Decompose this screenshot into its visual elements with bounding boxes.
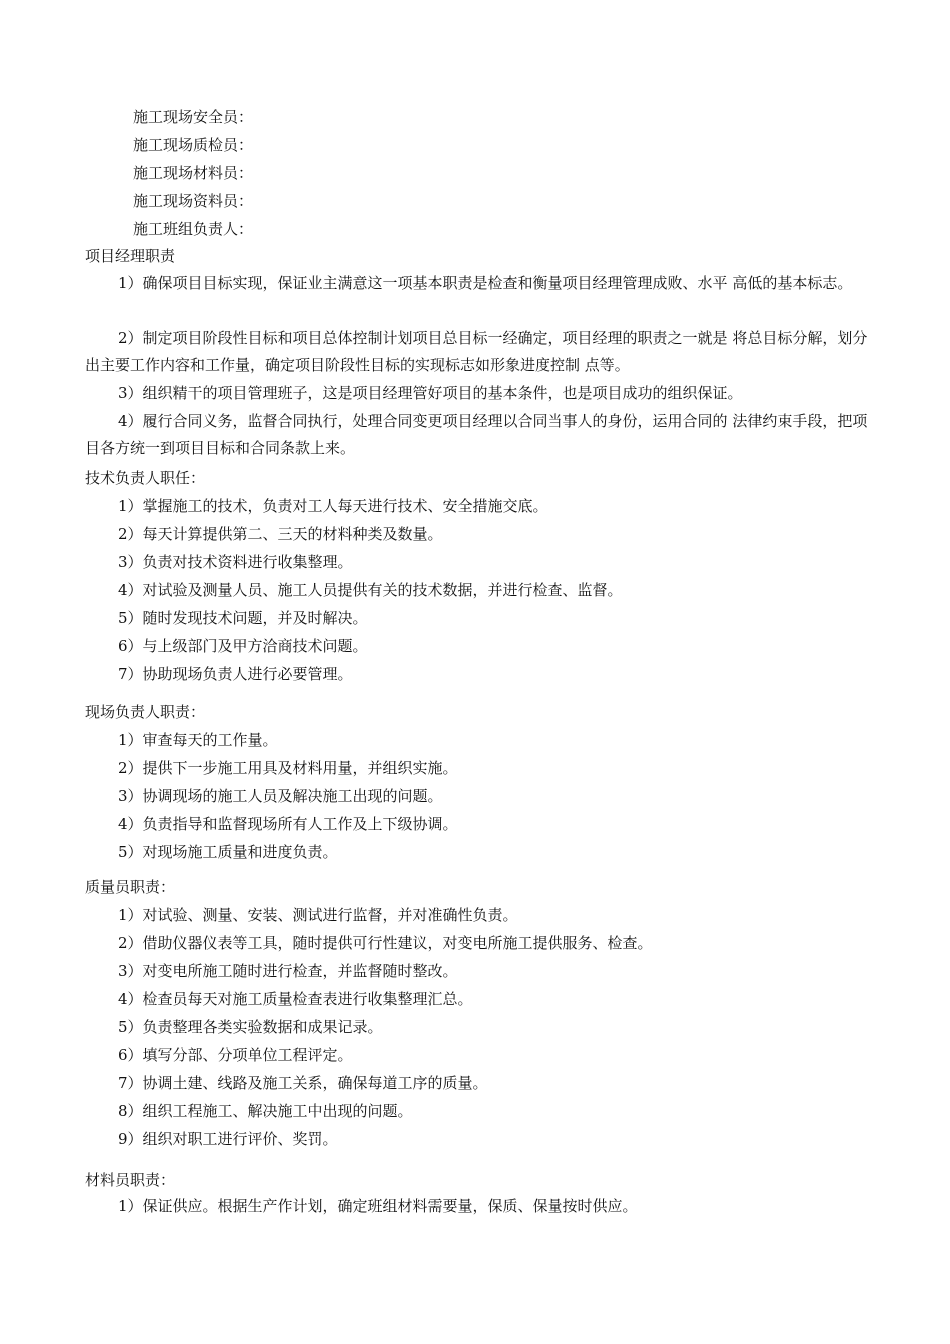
section-heading-quality: 质量员职责： xyxy=(85,878,176,896)
staff-line-documents: 施工现场资料员： xyxy=(133,192,254,210)
tech-item-6: 6）与上级部门及甲方洽商技术问题。 xyxy=(118,637,368,655)
quality-item-5: 5）负责整理各类实验数据和成果记录。 xyxy=(118,1018,383,1036)
tech-item-1: 1）掌握施工的技术，负责对工人每天进行技术、安全措施交底。 xyxy=(118,497,548,515)
site-item-5: 5）对现场施工质量和进度负责。 xyxy=(118,843,338,861)
material-item-1: 1）保证供应。根据生产作计划，确定班组材料需要量，保质、保量按时供应。 xyxy=(118,1197,638,1215)
section-heading-technical-lead: 技术负责人职任： xyxy=(85,469,206,487)
tech-item-5: 5）随时发现技术问题，并及时解决。 xyxy=(118,609,368,627)
staff-line-team-leader: 施工班组负责人： xyxy=(133,220,254,238)
pm-item-4: 4）履行合同义务，监督合同执行，处理合同变更项目经理以合同当事人的身份，运用合同的 法律约束手段，把项目各方统一到项目目标和合同条款上来。 xyxy=(85,412,868,457)
quality-item-2: 2）借助仪器仪表等工具，随时提供可行性建议，对变电所施工提供服务、检查。 xyxy=(118,934,653,952)
quality-item-9: 9）组织对职工进行评价、奖罚。 xyxy=(118,1130,338,1148)
pm-item-1: 1）确保项目目标实现，保证业主满意这一项基本职责是检查和衡量项目经理管理成败、水平 高低的基本标志。 xyxy=(118,274,853,292)
site-item-2: 2）提供下一步施工用具及材料用量，并组织实施。 xyxy=(118,759,458,777)
site-item-1: 1）审查每天的工作量。 xyxy=(118,731,278,749)
quality-item-7: 7）协调土建、线路及施工关系，确保每道工序的质量。 xyxy=(118,1074,488,1092)
staff-line-quality-inspector: 施工现场质检员： xyxy=(133,136,254,154)
tech-item-3: 3）负责对技术资料进行收集整理。 xyxy=(118,553,353,571)
section-heading-material: 材料员职责： xyxy=(85,1171,176,1189)
staff-line-safety: 施工现场安全员： xyxy=(133,108,254,126)
tech-item-2: 2）每天计算提供第二、三天的材料种类及数量。 xyxy=(118,525,443,543)
section-heading-site-lead: 现场负责人职责： xyxy=(85,703,206,721)
quality-item-8: 8）组织工程施工、解决施工中出现的问题。 xyxy=(118,1102,413,1120)
quality-item-1: 1）对试验、测量、安装、测试进行监督，并对准确性负责。 xyxy=(118,906,518,924)
tech-item-4: 4）对试验及测量人员、施工人员提供有关的技术数据，并进行检查、监督。 xyxy=(118,581,623,599)
quality-item-3: 3）对变电所施工随时进行检查，并监督随时整改。 xyxy=(118,962,458,980)
site-item-3: 3）协调现场的施工人员及解决施工出现的问题。 xyxy=(118,787,443,805)
pm-item-3: 3）组织精干的项目管理班子，这是项目经理管好项目的基本条件，也是项目成功的组织保证。 xyxy=(118,384,743,402)
section-heading-project-manager: 项目经理职责 xyxy=(85,247,176,265)
pm-item-2: 2）制定项目阶段性目标和项目总体控制计划项目总目标一经确定，项目经理的职责之一就是 将总目标分解，划分出主要工作内容和工作量，确定项目阶段性目标的实现标志如形象进度控制 点等。 xyxy=(85,329,868,374)
tech-item-7: 7）协助现场负责人进行必要管理。 xyxy=(118,665,353,683)
quality-item-6: 6）填写分部、分项单位工程评定。 xyxy=(118,1046,353,1064)
site-item-4: 4）负责指导和监督现场所有人工作及上下级协调。 xyxy=(118,815,458,833)
staff-line-material: 施工现场材料员： xyxy=(133,164,254,182)
quality-item-4: 4）检查员每天对施工质量检查表进行收集整理汇总。 xyxy=(118,990,473,1008)
